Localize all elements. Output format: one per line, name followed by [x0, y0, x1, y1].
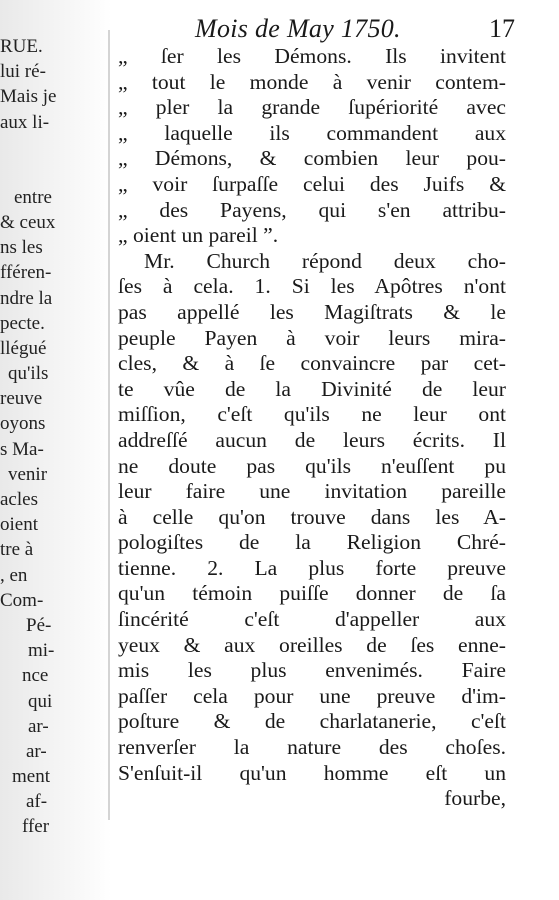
page-fold-line	[108, 30, 110, 820]
fragment-line: ar-	[26, 740, 47, 762]
text-line: à celle qu'on trouve dans les A-	[118, 504, 506, 529]
text-line: qu'un témoin puiſſe donner de ſa	[118, 581, 506, 606]
fragment-line: Pé-	[26, 614, 52, 636]
text-line: „ voir ſurpaſſe celui des Juifs &	[118, 171, 506, 196]
text-line: pologiſtes de la Religion Chré-	[118, 530, 506, 555]
text-line: „ laquelle ils commandent aux	[118, 120, 506, 145]
fragment-line: , en	[0, 564, 28, 586]
fragment-line: Com-	[0, 589, 44, 611]
fragment-line: s Ma-	[0, 438, 44, 460]
text-line: yeux & aux oreilles de ſes enne-	[118, 632, 506, 657]
fragment-line: acles	[0, 489, 38, 510]
fragment-line: pecte.	[0, 312, 45, 334]
fragment-line: aux li-	[0, 111, 50, 133]
text-line: poſture & de charlatanerie, c'eſt	[118, 709, 506, 734]
fragment-line: llégué	[0, 337, 47, 359]
text-line: „ pler la grande ſupériorité avec	[118, 95, 506, 120]
text-line: „ des Payens, qui s'en attribu-	[118, 197, 506, 222]
text-line: S'enſuit-il qu'un homme eſt un	[118, 760, 506, 785]
fragment-line: nce	[22, 665, 49, 687]
text-line: „ oient un pareil ”.	[118, 223, 279, 248]
text-line: leur faire une invitation pareille	[118, 479, 506, 504]
fragment-line: venir	[8, 463, 48, 485]
fragment-line: qu'ils	[8, 363, 49, 385]
text-line: tienne. 2. La plus forte preuve	[118, 555, 506, 580]
fragment-line: tre à	[0, 539, 34, 561]
text-line: ne doute pas qu'ils n'euſſent pu	[118, 453, 506, 478]
text-line: cles, & à ſe convaincre par cet-	[118, 351, 506, 376]
fragment-line: & ceux	[0, 211, 56, 233]
text-line: „ Démons, & combien leur pou-	[118, 146, 506, 171]
text-line: ſes à cela. 1. Si les Apôtres n'ont	[118, 274, 506, 299]
text-line: renverſer la nature des choſes.	[118, 735, 506, 760]
fragment-line: ns les	[0, 237, 43, 259]
text-line: paſſer cela pour une preuve d'im-	[118, 683, 506, 708]
fragment-line: ment	[12, 766, 50, 788]
text-line: mis les plus envenimés. Faire	[118, 658, 506, 683]
fragment-line: mi-	[28, 640, 55, 662]
text-line: addreſſé aucun de leurs écrits. Il	[118, 427, 506, 452]
fragment-line: Mais je	[0, 86, 57, 108]
fragment-line: ndre la	[0, 287, 53, 309]
text-line: „ tout le monde à venir contem-	[118, 69, 506, 94]
fragment-line: ar-	[28, 715, 49, 737]
fragment-line: reuve	[0, 388, 43, 410]
text-line: peuple Payen à voir leurs mira-	[118, 325, 506, 350]
catchword: fourbe,	[444, 786, 506, 811]
text-line: miſſion, c'eſt qu'ils ne leur ont	[118, 402, 506, 427]
fragment-line: qui	[28, 690, 53, 712]
text-line: Mr. Church répond deux cho-	[144, 248, 506, 273]
fragment-gap	[0, 135, 66, 185]
text-line: „ ſer les Démons. Ils invitent	[118, 44, 506, 68]
page-number: 17	[489, 14, 515, 43]
fragment-line: oyons	[0, 413, 46, 435]
fragment-line: af-	[26, 791, 48, 813]
text-line: ſincérité c'eſt d'appeller aux	[118, 607, 506, 632]
fragment-line: fféren-	[0, 262, 52, 284]
page-header	[195, 14, 515, 46]
fragment-line: entre	[14, 186, 52, 208]
fragment-line: ffer	[22, 816, 50, 838]
text-line: pas appellé les Magiſtrats & le	[118, 299, 506, 324]
running-head: Mois de May 1750.	[195, 14, 401, 43]
facing-page-fragment	[0, 34, 66, 840]
fragment-line: RUE.	[0, 36, 43, 57]
page-body-text	[118, 44, 506, 812]
fragment-line: oient	[0, 514, 38, 536]
text-line: te vûe de la Divinité de leur	[118, 376, 506, 401]
fragment-line: lui ré-	[0, 61, 46, 83]
